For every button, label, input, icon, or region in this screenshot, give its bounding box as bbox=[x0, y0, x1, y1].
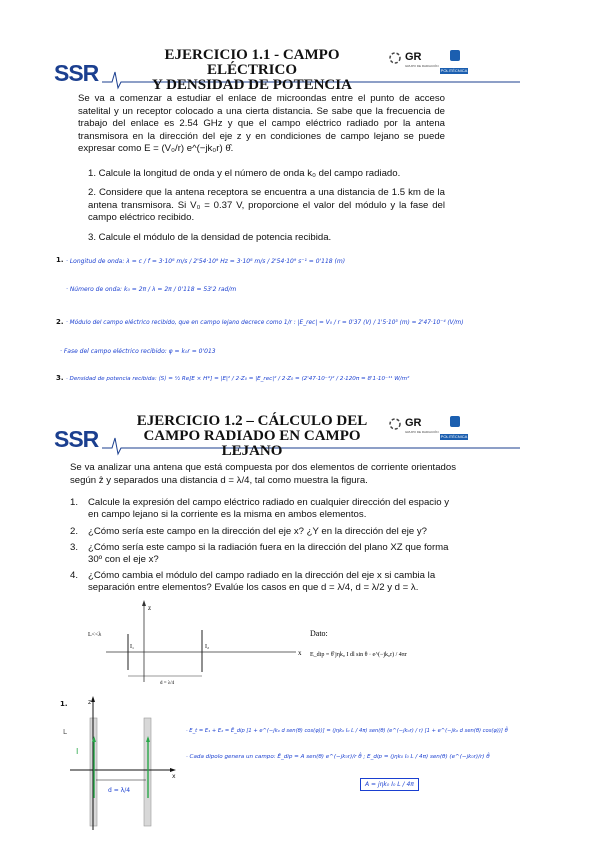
gr-logo-text: GR bbox=[405, 51, 422, 63]
hand-x-axis-label: x bbox=[172, 773, 176, 780]
item-number: 1. bbox=[70, 497, 79, 508]
solution-number-1: 1. bbox=[60, 700, 68, 708]
gr-logo bbox=[388, 415, 468, 445]
solution-field-magnitude: · Módulo del campo eléctrico recibido, que en campo lejano decrece como 1/r : |E_rec| = V₀ / r = 0'37 (V) / 1'5·10³ (m) = 2'47·10⁻⁴ (V/m) bbox=[66, 320, 464, 326]
item-text: Calcule la expresión del campo eléctrico radiado en cualquier dirección del espacio y en campo lejano si la corriente es la misma en ambos elementos. bbox=[88, 497, 450, 521]
gr-logo-subtitle: GRUPO DE RADIACIÓN bbox=[405, 64, 439, 68]
exercise-1-1-title bbox=[122, 48, 382, 93]
solution-total-field: · E_t = E₁ + E₂ = Ê_dip [1 + e^(−jk₀ d sen(θ) cos(φ))] = (jηk₀ I₀ L / 4π) sen(θ) (e^(−jk₀r) / r) [1 + e^(−jk₀ d sen(θ) cos(φ))] θ̂ bbox=[186, 728, 508, 734]
item-number: 2. bbox=[70, 526, 79, 537]
university-crest-icon bbox=[448, 415, 462, 429]
exercise-1-2-title-line1: EJERCICIO 1.2 – CÁLCULO DEL bbox=[136, 413, 368, 429]
hand-current-label: I bbox=[76, 747, 79, 756]
gr-logo-text: GR bbox=[405, 417, 422, 429]
hand-drawn-dipole-sketch bbox=[60, 694, 180, 834]
gr-emblem-icon bbox=[388, 417, 402, 431]
solution-wavelength: · Longitud de onda: λ = c / f = 3·10⁸ m/s / 2'54·10⁹ Hz = 3·10⁸ m/s / 2'54·10⁹ s⁻¹ = 0'118 (m) bbox=[66, 258, 346, 265]
separation-label: d = λ/4 bbox=[160, 681, 175, 686]
exercise-1-1-banner bbox=[52, 44, 470, 93]
dato-formula: E_dip = θ̂ jηk₀ I dl sin θ · e^(−jk₀r) / 4πr bbox=[310, 652, 407, 658]
solution-wavenumber: · Número de onda: k₀ = 2π / λ = 2π / 0'118 = 53'2 rad/m bbox=[66, 286, 237, 293]
exercise-1-2-banner bbox=[52, 410, 470, 459]
hand-z-axis-label: z bbox=[88, 699, 92, 706]
x-axis-label: x bbox=[298, 649, 302, 657]
item-number: 3. bbox=[70, 542, 79, 553]
ssr-logo: SSR bbox=[54, 60, 99, 86]
dato-label: Dato: bbox=[310, 629, 328, 638]
exercise-1-2-title-line2: CAMPO RADIADO EN CAMPO LEJANO bbox=[143, 428, 361, 459]
university-badge: POLITÉCNICA bbox=[440, 434, 468, 439]
item-number: 4. bbox=[70, 570, 79, 581]
solution-number-1: 1. bbox=[56, 256, 64, 264]
gr-emblem-icon bbox=[388, 51, 402, 65]
hand-separation-label: d = λ/4 bbox=[108, 787, 131, 794]
university-crest-icon bbox=[448, 49, 462, 63]
exercise-1-1-intro: Se va a comenzar a estudiar el enlace de microondas entre el punto de acceso satelital y un receptor colocado a una cierta distancia. Se sabe que la frecuencia de trabajo del enlace es 2.54 GHz y que el campo eléctrico radiado por la antena transmisora en la dirección del eje z y en condiciones de campo lejano se puede expresar como E = (V₀/r) e^(−jk₀r) θ̂. bbox=[78, 93, 445, 155]
current-2-label: I₂ bbox=[205, 644, 210, 650]
hand-length-label: L bbox=[63, 728, 67, 736]
z-axis-arrow bbox=[142, 600, 146, 606]
current-1-label: I₁ bbox=[130, 644, 135, 650]
exercise-1-1-title-line2: Y DENSIDAD DE POTENCIA bbox=[152, 77, 352, 93]
exercise-1-1-question-2: 2. Considere que la antena receptora se encuentra a una distancia de 1.5 km de la antena transmisora. Si V₀ = 0.37 V, proporcione el valor del módulo y la fase del campo eléctrico recibido. bbox=[88, 187, 445, 224]
item-text: ¿Cómo cambia el módulo del campo radiado en la dirección del eje x si cambia la separación entre elementos? Evalúe los casos en que d = λ/4, d = λ/2 y d = λ. bbox=[88, 570, 436, 594]
dipole-figure bbox=[86, 600, 466, 686]
solution-power-density: · Densidad de potencia recibida: ⟨S⟩ = ½ Re[E × H*] = |E|² / 2·Z₀ = |E_rec|² / 2·Z₀ = (2'47·10⁻⁴)² / 2·120π = 8'1·10⁻¹¹ W/m² bbox=[66, 376, 410, 382]
solution-number-2: 2. bbox=[56, 318, 64, 326]
solution-dipole-field: · Cada dipolo genera un campo: Ê_dip = A sen(θ) e^(−jk₀r)/r θ̂ ; E_dip = (jηk₀ I₀ L / 4π) sen(θ) (e^(−jk₀r)/r) θ̂ bbox=[186, 754, 490, 760]
ssr-logo: SSR bbox=[54, 426, 99, 452]
length-label: L<<λ bbox=[88, 632, 102, 638]
exercise-1-2-title bbox=[122, 414, 382, 459]
solution-number-3: 3. bbox=[56, 374, 64, 382]
exercise-1-1-title-line1: EJERCICIO 1.1 - CAMPO ELÉCTRICO bbox=[164, 47, 340, 78]
exercise-1-1-question-1: 1. Calcule la longitud de onda y el número de onda k₀ del campo radiado. bbox=[88, 168, 401, 179]
solution-constant-a: A = jηk₀ I₀ L / 4π bbox=[360, 778, 419, 791]
item-text: ¿Cómo sería este campo si la radiación fuera en la dirección del plano XZ que forma 30º con el eje x? bbox=[88, 542, 449, 566]
exercise-1-2-intro: Se va analizar una antena que está compuesta por dos elementos de corriente orientados según ẑ y separados una distancia d = λ/4, tal como muestra la figura. bbox=[70, 462, 456, 486]
gr-logo bbox=[388, 49, 468, 79]
exercise-1-1-question-3: 3. Calcule el módulo de la densidad de potencia recibida. bbox=[88, 232, 332, 243]
item-text: ¿Cómo sería este campo en la dirección del eje x? ¿Y en la dirección del eje y? bbox=[88, 526, 427, 537]
z-axis-label: z bbox=[148, 604, 152, 612]
gr-logo-subtitle: GRUPO DE RADIACIÓN bbox=[405, 430, 439, 434]
solution-field-phase: · Fase del campo eléctrico recibido: φ = k₀r = 0'013 bbox=[60, 348, 216, 355]
university-badge: POLITÉCNICA bbox=[440, 68, 468, 73]
